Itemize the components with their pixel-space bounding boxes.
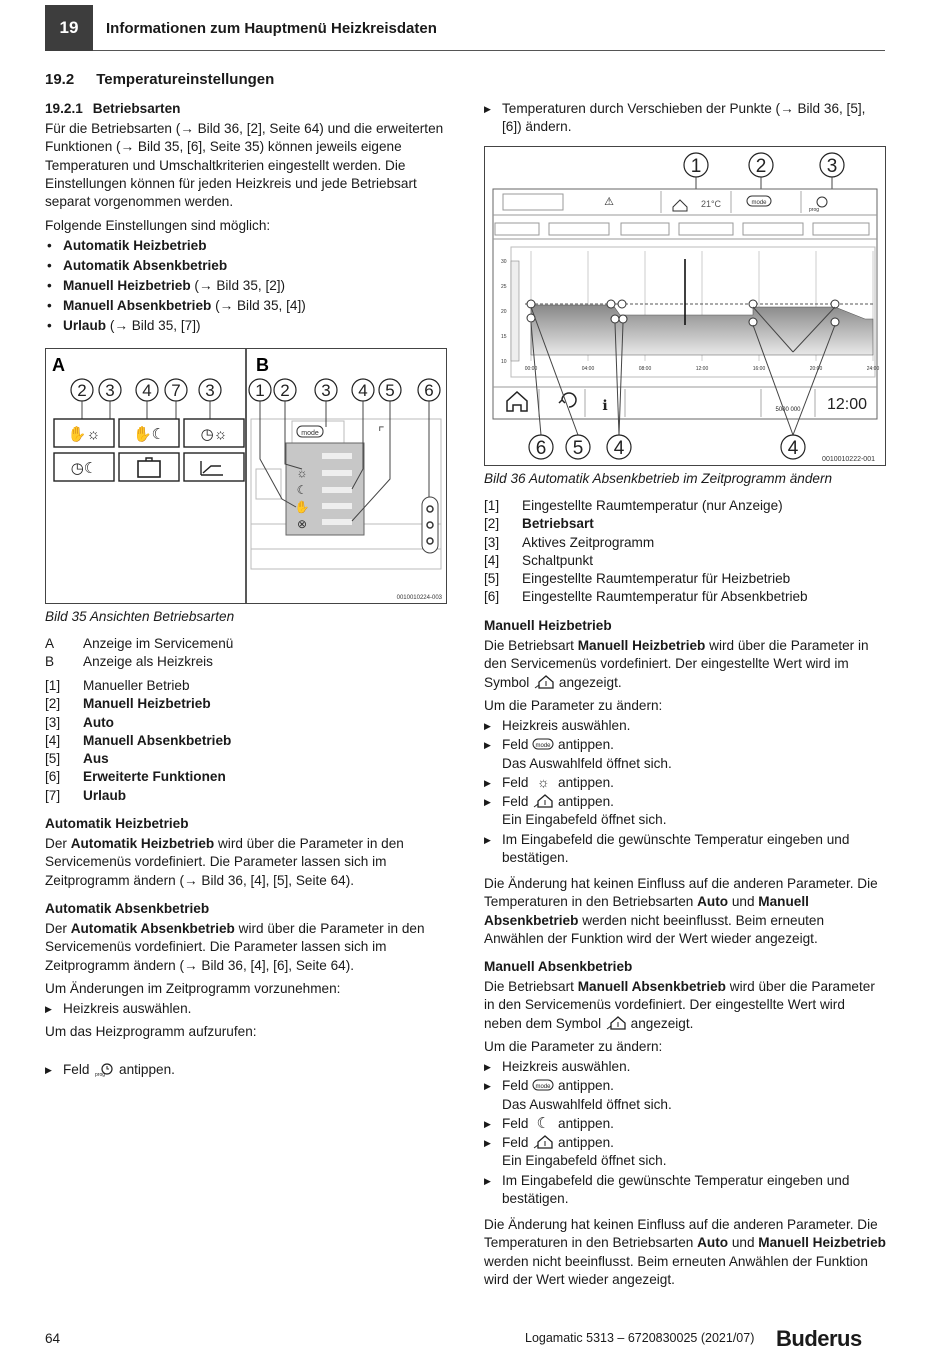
auto-absenk-p3: Um das Heizprogramm aufzurufen: — [45, 1024, 257, 1039]
sun-icon: ☼ — [537, 774, 550, 790]
step-item: ▶ Im Eingabefeld die gewünschte Temperatur eingeben und bestätigen. — [484, 831, 886, 868]
figure-36-code: 0010010222-001 — [822, 456, 875, 463]
step-item: ▶ Heizkreis auswählen. — [484, 717, 886, 735]
callout-a-4: 7 — [171, 381, 181, 400]
warning-icon: ⚠ — [604, 196, 614, 208]
hand-moon-icon: ✋☾ — [132, 426, 166, 443]
callout-bottom-3: 4 — [613, 438, 625, 459]
info-icon: ℹ — [602, 397, 608, 413]
auto-absenk-heading: Automatik Absenkbetrieb — [45, 901, 210, 916]
settings-list — [45, 237, 447, 335]
legend-row: [7] Urlaub — [45, 787, 127, 803]
list-item: • Manuell Absenkbetrieb (→ Bild 35, [4]) — [45, 297, 447, 315]
callout-b-5: 5 — [385, 381, 395, 400]
figure-35 — [45, 348, 447, 604]
callout-bottom-4: 4 — [787, 438, 799, 459]
mode-icon — [532, 736, 554, 752]
callout-a-1: 2 — [77, 381, 87, 400]
man-absenk-steps — [484, 1058, 886, 1208]
right-column — [484, 0, 886, 1287]
y-tick-label: 25 — [501, 284, 507, 290]
legend-fig35 — [45, 677, 447, 805]
man-absenk-p2: Um die Parameter zu ändern: — [484, 1039, 663, 1054]
callout-bottom-2: 5 — [572, 438, 584, 459]
step-item: ▶ Feld antippen. — [484, 1134, 886, 1152]
figure-36 — [484, 146, 886, 466]
step-result: Das Auswahlfeld öffnet sich. — [502, 755, 672, 771]
callout-b-3: 3 — [321, 381, 331, 400]
svg-text:mode: mode — [301, 430, 319, 437]
legend-fig36 — [484, 497, 886, 607]
intro-paragraph: Für die Betriebsarten (→ Bild 36, [2], Seite 64) und die erweiterten Funktionen (→ Bild 35, [6], Seite 35) können jeweils eigene Temperaturen und Umschaltkriterien eingestellt werden. Die Einstellungen können für jeden Heizkreis und jede Betriebsart separat vorgenommen werden. — [45, 121, 444, 210]
callout-a-3: 4 — [142, 381, 152, 400]
x-tick-label: 24:00 — [866, 366, 880, 372]
legend-row: [1] Eingestellte Raumtemperatur (nur Anzeige) — [484, 498, 783, 513]
man-heiz-heading: Manuell Heizbetrieb — [484, 618, 612, 633]
svg-text:prog: prog — [809, 207, 820, 213]
prog-clock-icon — [93, 1061, 115, 1077]
callout-top-2: 2 — [755, 156, 767, 177]
x-tick-label: 08:00 — [638, 366, 652, 372]
legend-row: [5] Eingestellte Raumtemperatur für Heizbetrieb — [484, 571, 791, 587]
man-absenk-heading: Manuell Absenkbetrieb — [484, 959, 633, 974]
legend-row: [6] Erweiterte Funktionen — [45, 769, 226, 785]
svg-text:mode: mode — [751, 200, 767, 206]
x-tick-label: 12:00 — [695, 366, 709, 372]
document-id: Logamatic 5313 – 6720830025 (2021/07) — [525, 1331, 755, 1345]
figure-35-code: 0010010224-003 — [396, 595, 442, 601]
legend-row: [4] Schaltpunkt — [484, 552, 594, 568]
legend-row: [1] Manueller Betrieb — [45, 678, 190, 693]
auto-heiz-paragraph: Der Automatik Heizbetrieb wird über die Parameter in den Servicemenüs vordefiniert. Die Parameter lassen sich im Zeitprogramm ändern (→ Bild 36, [4], [5], Seite 64). — [45, 836, 404, 888]
settings-intro: Folgende Einstellungen sind möglich: — [45, 218, 271, 233]
callout-b-1: 1 — [255, 381, 265, 400]
legend-row: [3] Auto — [45, 714, 114, 730]
auto-absenk-paragraph: Der Automatik Absenkbetrieb wird über die Parameter in den Servicemenüs vordefiniert. Die Parameter lassen sich im Zeitprogramm ändern (→ Bild 36, [4], [6], Seite 64). — [45, 921, 425, 973]
hand-house-icon — [532, 793, 554, 809]
callout-top-3: 3 — [826, 156, 838, 177]
clock-moon-icon: ◷☾ — [70, 460, 98, 477]
figure-36-drawing — [485, 147, 885, 465]
man-absenk-p3: Die Änderung hat keinen Einfluss auf die anderen Parameter. Die Temperaturen in den Betriebsarten Auto und Manuell Heizbetrieb werden nicht beeinflusst. Beim erneuten Anwählen der Funktion wird der Wert wieder angezeigt. — [484, 1217, 886, 1287]
clock-label: 12:00 — [826, 396, 868, 413]
man-heiz-p3: Die Änderung hat keinen Einfluss auf die anderen Parameter. Die Temperaturen in den Betriebsarten Auto und Manuell Absenkbetrieb werden nicht beeinflusst. Beim erneuten Anwählen der Funktion wird der Wert wieder angezeigt. — [484, 876, 878, 946]
figure-36-caption: Bild 36 Automatik Absenkbetrieb im Zeitprogramm ändern — [484, 471, 833, 486]
panel-b-label: B — [256, 355, 269, 375]
chapter-title: Informationen zum Hauptmenü Heizkreisdaten — [106, 20, 437, 37]
step-item: ▶ Im Eingabefeld die gewünschte Temperatur eingeben und bestätigen. — [484, 1172, 886, 1209]
man-heiz-paragraph: Die Betriebsart Manuell Heizbetrieb wird über die Parameter in den Servicemenüs vordefiniert. Der eingestellte Wert wird im Symbol angezeigt. — [484, 638, 869, 690]
step-result: Das Auswahlfeld öffnet sich. — [502, 1096, 672, 1112]
clock-sun-icon: ◷☼ — [200, 426, 228, 443]
x-tick-label: 16:00 — [752, 366, 766, 372]
callout-a-5: 3 — [205, 381, 215, 400]
list-item: • Manuell Heizbetrieb (→ Bild 35, [2]) — [45, 277, 447, 295]
x-tick-label: 00:00 — [524, 366, 538, 372]
brand-logo: Buderus — [776, 1326, 862, 1351]
legend-row: [5] Aus — [45, 751, 109, 767]
man-absenk-paragraph: Die Betriebsart Manuell Absenkbetrieb wird über die Parameter in den Servicemenüs vordefiniert. Der eingestellte Wert wird neben dem Symbol angezeigt. — [484, 979, 875, 1031]
header-rule — [93, 50, 885, 51]
callout-bottom-1: 6 — [535, 438, 547, 459]
section-heading: 19.2 Temperatureinstellungen — [45, 71, 275, 88]
legend-row: [2] Manuell Heizbetrieb — [45, 696, 211, 712]
list-item: • Automatik Absenkbetrieb — [45, 257, 447, 275]
page-number: 64 — [45, 1331, 61, 1346]
svg-text:mode: mode — [535, 743, 551, 750]
panel-a-label: A — [52, 355, 65, 375]
step-item: ▶ Feld antippen. — [484, 793, 886, 811]
step-item: ▶ Temperaturen durch Verschieben der Punkte (→ Bild 36, [5], [6]) ändern. — [484, 100, 886, 137]
counter-label: 5000 000 — [775, 407, 801, 413]
legend-row: [6] Eingestellte Raumtemperatur für Absenkbetrieb — [484, 589, 808, 605]
step-result: Ein Eingabefeld öffnet sich. — [502, 1153, 667, 1169]
y-tick-label: 20 — [501, 309, 507, 315]
auto-heiz-heading: Automatik Heizbetrieb — [45, 816, 189, 831]
x-tick-label: 20:00 — [809, 366, 823, 372]
chapter-number: 19 — [45, 5, 93, 51]
hand-house-icon — [533, 674, 555, 690]
callout-a-2: 3 — [105, 381, 115, 400]
list-item: • Automatik Heizbetrieb — [45, 237, 447, 255]
step-item: ▶ Heizkreis auswählen. — [45, 1000, 447, 1018]
svg-text:⌜: ⌜ — [378, 424, 385, 440]
step-result: Ein Eingabefeld öffnet sich. — [502, 812, 667, 828]
y-tick-label: 30 — [501, 259, 507, 265]
step-item: ▶ Feld ☼ antippen. — [484, 774, 886, 792]
figure-35-drawing — [46, 349, 446, 603]
hand-house-icon — [605, 1015, 627, 1031]
y-tick-label: 15 — [501, 334, 507, 340]
legend-row: [4] Manuell Absenkbetrieb — [45, 732, 232, 748]
step-item: ▶ Feld mode antippen. — [484, 736, 886, 754]
svg-text:prog: prog — [95, 1072, 106, 1078]
figure-35-caption: Bild 35 Ansichten Betriebsarten — [45, 609, 235, 624]
y-tick-label: 10 — [501, 359, 507, 365]
hand-icon: ✋ — [294, 500, 310, 514]
sun-icon: ☼ — [296, 466, 308, 480]
legend-row: A Anzeige im Servicemenü — [45, 636, 234, 651]
step-item: ▶ Feld prog antippen. — [45, 1061, 447, 1079]
legend-row: [3] Aktives Zeitprogramm — [484, 534, 655, 550]
list-item: • Urlaub (→ Bild 35, [7]) — [45, 317, 447, 335]
step-item: ▶ Feld ☾ antippen. — [484, 1115, 886, 1133]
room-temp: 21°C — [700, 199, 722, 209]
step-item: ▶ Heizkreis auswählen. — [484, 1058, 886, 1076]
hand-sun-icon: ✋☼ — [67, 426, 101, 443]
auto-absenk-p2: Um Änderungen im Zeitprogramm vorzunehmen: — [45, 981, 341, 996]
man-heiz-p2: Um die Parameter zu ändern: — [484, 698, 663, 713]
callout-b-6: 6 — [424, 381, 434, 400]
subsection-heading: 19.2.1 Betriebsarten — [45, 101, 181, 116]
man-heiz-steps — [484, 717, 886, 867]
legend-ab — [45, 635, 447, 672]
legend-row: B Anzeige als Heizkreis — [45, 654, 213, 670]
callout-top-1: 1 — [690, 156, 702, 177]
hand-house-icon — [532, 1134, 554, 1150]
callout-b-2: 2 — [280, 381, 290, 400]
moon-icon: ☾ — [536, 1114, 550, 1132]
left-column — [45, 0, 447, 1078]
svg-text:mode: mode — [535, 1084, 551, 1091]
moon-icon: ☾ — [296, 483, 308, 497]
legend-row: [2] Betriebsart — [484, 516, 594, 532]
off-icon: ⊗ — [296, 517, 308, 531]
x-tick-label: 04:00 — [581, 366, 595, 372]
callout-b-4: 4 — [358, 381, 368, 400]
step-item: ▶ Feld mode antippen. — [484, 1077, 886, 1095]
mode-icon — [532, 1077, 554, 1093]
